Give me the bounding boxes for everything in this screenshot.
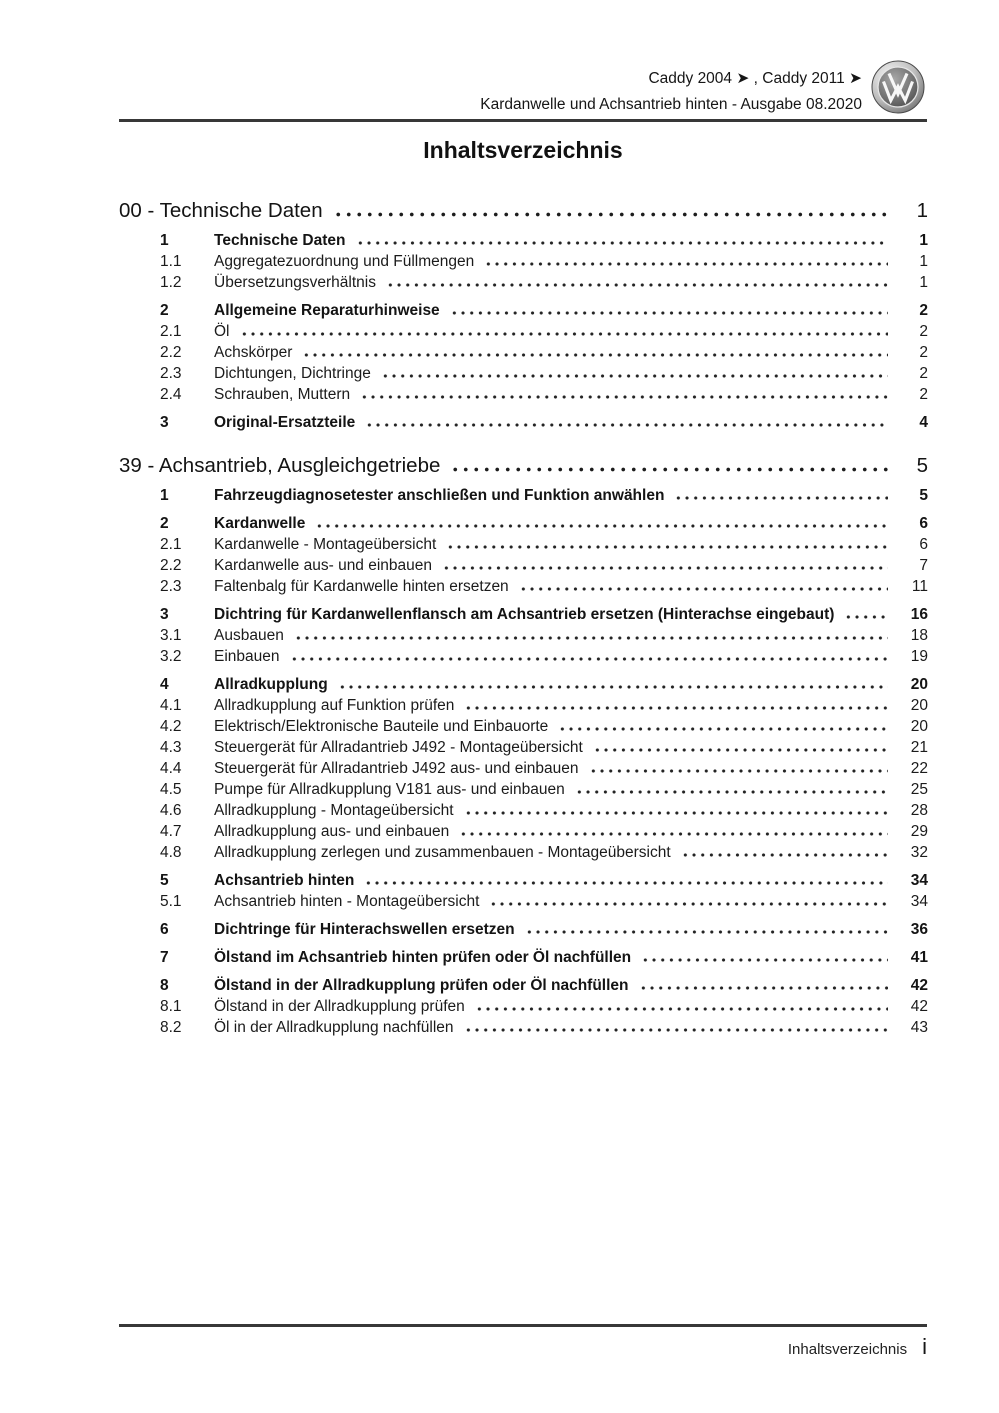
entry-number: 4.2: [160, 718, 182, 735]
toc-entry[interactable]: [119, 737, 928, 758]
dot-leader: [464, 811, 888, 815]
toc-entry[interactable]: [119, 919, 928, 940]
toc-entry[interactable]: [119, 625, 928, 646]
toc-entry[interactable]: [119, 412, 928, 433]
toc-entry[interactable]: [119, 674, 928, 695]
toc-entry[interactable]: [119, 779, 928, 800]
entry-page-number: 2: [919, 344, 928, 361]
entry-page-number: 21: [910, 739, 928, 756]
entry-number: 4.3: [160, 739, 182, 756]
entry-page-number: 1: [919, 274, 928, 291]
entry-number: 2.4: [160, 386, 182, 403]
dot-leader: [442, 566, 888, 570]
entry-page-number: 1: [919, 253, 928, 270]
entry-title: Öl: [214, 323, 230, 340]
dot-leader: [489, 902, 888, 906]
entry-title: Schrauben, Muttern: [214, 386, 351, 403]
toc-entry[interactable]: [119, 842, 928, 863]
dot-leader: [475, 1007, 888, 1011]
entry-number: 3: [160, 414, 169, 431]
entry-page-number: 2: [919, 302, 928, 319]
entry-page-number: 20: [910, 697, 928, 714]
entry-title: Ölstand in der Allradkupplung prüfen: [214, 998, 465, 1015]
section-title: 00 - Technische Daten: [119, 199, 323, 222]
dot-leader: [525, 930, 888, 934]
entry-number: 1.1: [160, 253, 182, 270]
entry-title: Faltenbalg für Kardanwelle hinten ersetzen: [214, 578, 509, 595]
entry-number: 4.4: [160, 760, 182, 777]
entry-page-number: 11: [911, 578, 928, 595]
entry-title: Fahrzeugdiagnosetester anschließen und Funktion anwählen: [214, 487, 665, 504]
entry-number: 3: [160, 606, 169, 623]
entry-number: 4: [160, 676, 169, 693]
toc-entry[interactable]: [119, 821, 928, 842]
entry-title: Steuergerät für Allradantrieb J492 aus- und einbauen: [214, 760, 579, 777]
entry-title: Technische Daten: [214, 232, 346, 249]
entry-title: Allradkupplung: [214, 676, 328, 693]
entry-page-number: 34: [910, 872, 928, 889]
entry-page-number: 2: [919, 365, 928, 382]
dot-leader: [484, 262, 888, 266]
entry-page-number: 43: [910, 1019, 928, 1036]
entry-title: Dichtringe für Hinterachswellen ersetzen: [214, 921, 515, 938]
toc-entry[interactable]: [119, 534, 928, 555]
toc-entry[interactable]: [119, 485, 928, 506]
dot-leader: [365, 423, 888, 427]
toc-entry[interactable]: [119, 604, 928, 625]
dot-leader: [381, 374, 888, 378]
entry-number: 8.1: [160, 998, 182, 1015]
entry-title: Öl in der Allradkupplung nachfüllen: [214, 1019, 454, 1036]
entry-title: Pumpe für Allradkupplung V181 aus- und einbauen: [214, 781, 565, 798]
dot-leader: [450, 311, 888, 315]
entry-title: Ölstand in der Allradkupplung prüfen oder Öl nachfüllen: [214, 977, 629, 994]
footer-label: Inhaltsverzeichnis: [787, 1341, 908, 1358]
dot-leader: [446, 545, 888, 549]
entry-number: 4.5: [160, 781, 182, 798]
entry-page-number: 32: [910, 844, 928, 861]
entry-number: 1: [160, 232, 169, 249]
footer-page-number: i: [922, 1334, 927, 1359]
toc-entry[interactable]: [119, 975, 928, 996]
entry-number: 2.2: [160, 557, 182, 574]
entry-title: Achsantrieb hinten: [214, 872, 355, 889]
dot-leader: [315, 524, 888, 528]
dot-leader: [844, 615, 888, 619]
dot-leader: [519, 587, 888, 591]
dot-leader: [294, 636, 888, 640]
entry-page-number: 42: [910, 977, 928, 994]
toc-entry[interactable]: [119, 646, 928, 667]
toc-entry[interactable]: [119, 947, 928, 968]
header-model-line: Caddy 2004 ➤ , Caddy 2011 ➤: [648, 70, 862, 87]
entry-page-number: 1: [919, 232, 928, 249]
entry-title: Aggregatezuordnung und Füllmengen: [214, 253, 475, 270]
entry-number: 2: [160, 515, 169, 532]
toc-entry[interactable]: [119, 758, 928, 779]
dot-leader: [459, 832, 888, 836]
toc-entry[interactable]: [119, 555, 928, 576]
entry-page-number: 29: [910, 823, 928, 840]
entry-page-number: 22: [910, 760, 928, 777]
vw-logo-icon: [871, 60, 925, 114]
entry-page-number: 4: [919, 414, 928, 431]
entry-title: Kardanwelle - Montageübersicht: [214, 536, 437, 553]
entry-page-number: 6: [919, 536, 928, 553]
entry-title: Dichtungen, Dichtringe: [214, 365, 371, 382]
toc-entry[interactable]: [119, 342, 928, 363]
entry-title: Einbauen: [214, 648, 280, 665]
dot-leader: [681, 853, 888, 857]
toc-entry[interactable]: [119, 1017, 928, 1038]
entry-title: Steuergerät für Allradantrieb J492 - Montageübersicht: [214, 739, 583, 756]
toc-entry[interactable]: [119, 321, 928, 342]
dot-leader: [290, 657, 888, 661]
header-subject-line: Kardanwelle und Achsantrieb hinten - Ausgabe 08.2020: [480, 96, 862, 113]
toc-entry[interactable]: [119, 576, 928, 597]
entry-page-number: 20: [910, 676, 928, 693]
entry-page-number: 2: [919, 323, 928, 340]
table-of-contents: [119, 198, 928, 1038]
entry-page-number: 18: [910, 627, 928, 644]
entry-title: Ölstand im Achsantrieb hinten prüfen oder Öl nachfüllen: [214, 949, 632, 966]
entry-title: Achskörper: [214, 344, 293, 361]
entry-page-number: 36: [910, 921, 928, 938]
entry-title: Allradkupplung zerlegen und zusammenbauen - Montageübersicht: [214, 844, 671, 861]
footer-divider: [119, 1324, 927, 1327]
document-footer: [788, 1334, 927, 1360]
entry-number: 3.2: [160, 648, 182, 665]
toc-entry[interactable]: [119, 891, 928, 912]
dot-leader: [639, 986, 888, 990]
toc-entry[interactable]: [119, 800, 928, 821]
entry-page-number: 42: [910, 998, 928, 1015]
dot-leader: [450, 467, 888, 472]
toc-entry[interactable]: [119, 513, 928, 534]
entry-title: Kardanwelle aus- und einbauen: [214, 557, 433, 574]
entry-title: Original-Ersatzteile: [214, 414, 356, 431]
entry-page-number: 16: [910, 606, 928, 623]
entry-number: 4.1: [160, 697, 182, 714]
entry-number: 2: [160, 302, 169, 319]
toc-section-header[interactable]: [119, 453, 928, 478]
document-header: [480, 66, 862, 118]
entry-page-number: 5: [919, 487, 928, 504]
entry-page-number: 6: [919, 515, 928, 532]
entry-number: 2.3: [160, 365, 182, 382]
dot-leader: [302, 353, 888, 357]
dot-leader: [364, 881, 888, 885]
toc-entry[interactable]: [119, 230, 928, 251]
entry-title: Achsantrieb hinten - Montageübersicht: [214, 893, 480, 910]
toc-entry[interactable]: [119, 251, 928, 272]
entry-number: 1: [160, 487, 169, 504]
entry-number: 5: [160, 872, 169, 889]
entry-title: Dichtring für Kardanwellenflansch am Achsantrieb ersetzen (Hinterachse eingebaut): [214, 606, 835, 623]
section-page-number: 1: [916, 199, 928, 222]
entry-page-number: 41: [910, 949, 928, 966]
entry-number: 4.8: [160, 844, 182, 861]
entry-page-number: 34: [910, 893, 928, 910]
entry-title: Übersetzungsverhältnis: [214, 274, 376, 291]
dot-leader: [338, 685, 888, 689]
dot-leader: [558, 727, 888, 731]
entry-number: 8: [160, 977, 169, 994]
section-page-number: 5: [916, 454, 928, 477]
dot-leader: [360, 395, 888, 399]
entry-number: 1.2: [160, 274, 182, 291]
dot-leader: [641, 958, 888, 962]
dot-leader: [575, 790, 888, 794]
toc-entry[interactable]: [119, 363, 928, 384]
section-title: 39 - Achsantrieb, Ausgleichgetriebe: [119, 454, 441, 477]
toc-entry[interactable]: [119, 695, 928, 716]
toc-entry[interactable]: [119, 300, 928, 321]
toc-entry[interactable]: [119, 716, 928, 737]
entry-page-number: 2: [919, 386, 928, 403]
entry-number: 4.7: [160, 823, 182, 840]
entry-page-number: 7: [919, 557, 928, 574]
dot-leader: [593, 748, 888, 752]
entry-number: 2.1: [160, 323, 182, 340]
dot-leader: [240, 332, 889, 336]
entry-number: 7: [160, 949, 169, 966]
entry-title: Allradkupplung - Montageübersicht: [214, 802, 454, 819]
entry-number: 2.1: [160, 536, 182, 553]
entry-title: Allgemeine Reparaturhinweise: [214, 302, 440, 319]
dot-leader: [464, 706, 888, 710]
dot-leader: [589, 769, 889, 773]
dot-leader: [674, 496, 888, 500]
entry-page-number: 28: [910, 802, 928, 819]
entry-number: 8.2: [160, 1019, 182, 1036]
entry-title: Elektrisch/Elektronische Bauteile und Einbauorte: [214, 718, 549, 735]
entry-number: 2.3: [160, 578, 182, 595]
entry-number: 2.2: [160, 344, 182, 361]
dot-leader: [333, 212, 888, 217]
entry-number: 6: [160, 921, 169, 938]
entry-number: 5.1: [160, 893, 182, 910]
entry-page-number: 20: [910, 718, 928, 735]
toc-section-header[interactable]: [119, 198, 928, 223]
entry-number: 3.1: [160, 627, 182, 644]
entry-title: Ausbauen: [214, 627, 284, 644]
entry-title: Allradkupplung aus- und einbauen: [214, 823, 450, 840]
toc-entry[interactable]: [119, 272, 928, 293]
toc-entry[interactable]: [119, 996, 928, 1017]
dot-leader: [356, 241, 888, 245]
entry-page-number: 25: [910, 781, 928, 798]
entry-title: Kardanwelle: [214, 515, 306, 532]
dot-leader: [386, 283, 888, 287]
entry-title: Allradkupplung auf Funktion prüfen: [214, 697, 455, 714]
header-divider: [119, 119, 927, 122]
entry-page-number: 19: [910, 648, 928, 665]
toc-entry[interactable]: [119, 870, 928, 891]
page-title: Inhaltsverzeichnis: [423, 137, 623, 163]
toc-entry[interactable]: [119, 384, 928, 405]
dot-leader: [464, 1028, 888, 1032]
entry-number: 4.6: [160, 802, 182, 819]
